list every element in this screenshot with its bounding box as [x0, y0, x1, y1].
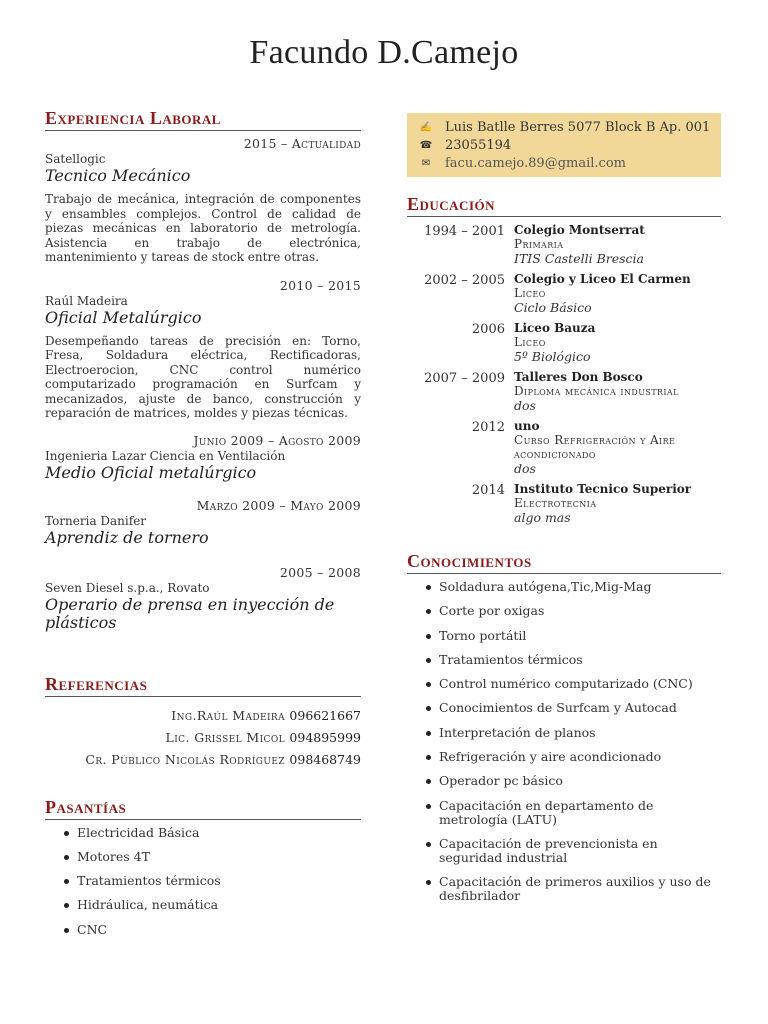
bullet-icon	[64, 928, 69, 933]
skills-list	[407, 580, 721, 903]
list-item	[407, 580, 721, 594]
bullet-icon	[64, 831, 69, 836]
list-item	[407, 653, 721, 667]
reference-row	[45, 727, 361, 749]
bullet-icon	[426, 706, 431, 711]
list-item	[407, 629, 721, 643]
education-years: 2002 – 2005	[424, 273, 505, 288]
job-entry	[45, 565, 361, 632]
contact-box	[407, 113, 721, 177]
job-date: 2010 – 2015	[279, 277, 361, 293]
bullet-icon	[64, 903, 69, 908]
contact-address	[407, 118, 721, 136]
reference-row	[45, 749, 361, 771]
education-years: 1994 – 2001	[424, 224, 505, 239]
list-item	[407, 701, 721, 715]
job-entry	[45, 136, 361, 265]
email-link[interactable]: facu.camejo.89@gmail.com	[445, 155, 626, 171]
education-degree: Diploma mecánica industrial	[514, 384, 679, 398]
job-date: 2015 – Actualidad	[243, 136, 361, 151]
education-degree: Electrotecnia	[514, 496, 597, 510]
job-description: Desempeñando tareas de precisión en: Torno, Fresa, Soldadura eléctrica, Rectificadoras, Electroerocion, CNC control numérico computarizado programación en Surfcam y mecanizados, ajuste de banco, construcción y reparación de matrices, moldes y piezas técnicas.	[45, 333, 361, 420]
job-title: Aprendiz de tornero	[45, 527, 209, 547]
education-note: Ciclo Básico	[514, 300, 592, 315]
reference-phone: 096621667	[289, 708, 361, 723]
pencil-icon: ✍	[419, 121, 433, 133]
cv-name: Facundo D.Camejo	[249, 34, 519, 71]
list-item	[407, 799, 721, 827]
list-item	[407, 875, 721, 903]
reference-row	[45, 705, 361, 727]
job-company: Ingenieria Lazar Ciencia en Ventilación	[45, 448, 286, 463]
education-note: ITIS Castelli Brescia	[514, 251, 644, 266]
bullet-icon	[426, 585, 431, 590]
job-company: Satellogic	[45, 152, 106, 166]
job-title: Tecnico Mecánico	[45, 166, 191, 185]
job-company: Torneria Danifer	[45, 513, 147, 528]
contact-phone	[407, 136, 721, 154]
education-degree: Liceo	[514, 286, 546, 300]
job-date: Marzo 2009 – Mayo 2009	[196, 497, 361, 513]
list-item	[407, 774, 721, 788]
phone-text: 23055194	[445, 137, 512, 153]
education-entry	[407, 223, 721, 266]
bullet-icon	[426, 842, 431, 847]
education-school: uno	[514, 419, 540, 433]
list-item	[407, 604, 721, 618]
bullet-icon	[426, 779, 431, 784]
job-entry	[45, 278, 361, 421]
left-column	[45, 108, 361, 947]
internships-heading: Pasantías	[45, 797, 361, 820]
education-school: Instituto Tecnico Superior	[514, 482, 692, 496]
education-note: algo mas	[514, 510, 571, 525]
job-date: Junio 2009 – Agosto 2009	[193, 432, 361, 448]
education-years: 2012	[471, 420, 505, 435]
list-item	[407, 677, 721, 691]
job-entry	[45, 498, 361, 547]
right-column	[407, 113, 721, 914]
education-entry	[407, 482, 721, 525]
job-entry	[45, 433, 361, 482]
list-item	[407, 837, 721, 865]
education-degree: Liceo	[514, 335, 546, 349]
list-item-text: Refrigeración y aire acondicionado	[439, 749, 662, 765]
references-list	[45, 705, 361, 771]
job-title: Medio Oficial metalúrgico	[45, 462, 257, 482]
reference-phone: 098468749	[289, 752, 361, 767]
education-entry	[407, 419, 721, 476]
education-note: dos	[514, 461, 536, 476]
list-item	[45, 898, 361, 912]
list-item-text: Interpretación de planos	[439, 724, 596, 740]
job-date: 2005 – 2008	[279, 564, 361, 580]
list-item-text: Soldadura autógena,Tic,Mig-Mag	[439, 579, 652, 594]
list-item	[45, 850, 361, 864]
education-note: dos	[514, 398, 536, 413]
envelope-icon: ✉	[421, 157, 431, 169]
education-school: Talleres Don Bosco	[514, 370, 643, 384]
education-years: 2006	[471, 322, 505, 337]
reference-name: Cr. Público Nicolás Rodríguez	[85, 752, 285, 767]
bullet-icon	[426, 682, 431, 687]
bullet-icon	[426, 658, 431, 663]
list-item	[407, 726, 721, 740]
list-item-text: Tratamientos térmicos	[439, 651, 583, 667]
bullet-icon	[426, 609, 431, 614]
bullet-icon	[426, 731, 431, 736]
list-item-text: CNC	[77, 921, 108, 937]
bullet-icon	[64, 855, 69, 860]
reference-phone: 094895999	[289, 730, 361, 745]
job-title: Operario de prensa en inyección de plásticos	[45, 594, 335, 632]
list-item-text: Hidráulica, neumática	[77, 897, 219, 913]
education-years: 2007 – 2009	[424, 371, 505, 386]
education-school: Liceo Bauza	[514, 321, 596, 335]
job-company: Seven Diesel s.p.a., Rovato	[45, 580, 210, 595]
list-item-text: Corte por oxigas	[439, 603, 545, 619]
education-heading: Educación	[407, 194, 721, 217]
education-entry	[407, 272, 721, 315]
education-degree: Curso Refrigeración y Aire acondicionado	[514, 433, 676, 461]
bullet-icon	[426, 634, 431, 639]
bullet-icon	[426, 755, 431, 760]
list-item	[407, 750, 721, 764]
list-item-text: Torno portátil	[439, 627, 527, 643]
list-item-text: Capacitación de primeros auxilios y uso de desfibrilador	[439, 874, 711, 904]
education-note: 5º Biológico	[514, 349, 591, 364]
skills-heading: Conocimientos	[407, 551, 721, 574]
bullet-icon	[426, 880, 431, 885]
reference-name: Ing.Raúl Madeira	[171, 708, 285, 723]
internships-list	[45, 826, 361, 937]
list-item-text: Tratamientos térmicos	[77, 873, 221, 889]
list-item-text: Electricidad Básica	[77, 824, 200, 840]
list-item-text: Operador pc básico	[439, 773, 563, 789]
list-item	[45, 874, 361, 888]
reference-name: Lic. Grissel Micol	[165, 730, 285, 745]
list-item	[45, 826, 361, 840]
education-entry	[407, 321, 721, 364]
education-school: Colegio y Liceo El Carmen	[514, 272, 691, 286]
list-item-text: Motores 4T	[77, 848, 150, 864]
education-school: Colegio Montserrat	[514, 223, 645, 237]
education-degree: Primaria	[514, 237, 564, 251]
list-item-text: Capacitación de prevencionista en seguridad industrial	[439, 835, 658, 865]
list-item	[45, 923, 361, 937]
bullet-icon	[426, 804, 431, 809]
telephone-icon: ☎	[419, 139, 433, 151]
job-title: Oficial Metalúrgico	[45, 307, 202, 327]
list-item-text: Control numérico computarizado (CNC)	[439, 676, 693, 692]
education-entry	[407, 370, 721, 413]
contact-email[interactable]	[407, 154, 721, 172]
references-heading: Referencias	[45, 674, 361, 697]
job-company: Raúl Madeira	[45, 293, 128, 308]
address-text: Luis Batlle Berres 5077 Block B Ap. 001	[445, 119, 711, 135]
experience-heading: Experiencia Laboral	[45, 108, 361, 131]
list-item-text: Capacitación en departamento de metrología (LATU)	[439, 797, 654, 827]
list-item-text: Conocimientos de Surfcam y Autocad	[439, 700, 677, 716]
education-years: 2014	[471, 483, 505, 498]
bullet-icon	[64, 879, 69, 884]
job-description: Trabajo de mecánica, integración de componentes y ensambles complejos. Control de calidad de piezas mecánicas en laboratorio de metrología. Asistencia en trabajo de electrónica, mantenimiento y tareas de stock entre otras.	[45, 192, 361, 264]
